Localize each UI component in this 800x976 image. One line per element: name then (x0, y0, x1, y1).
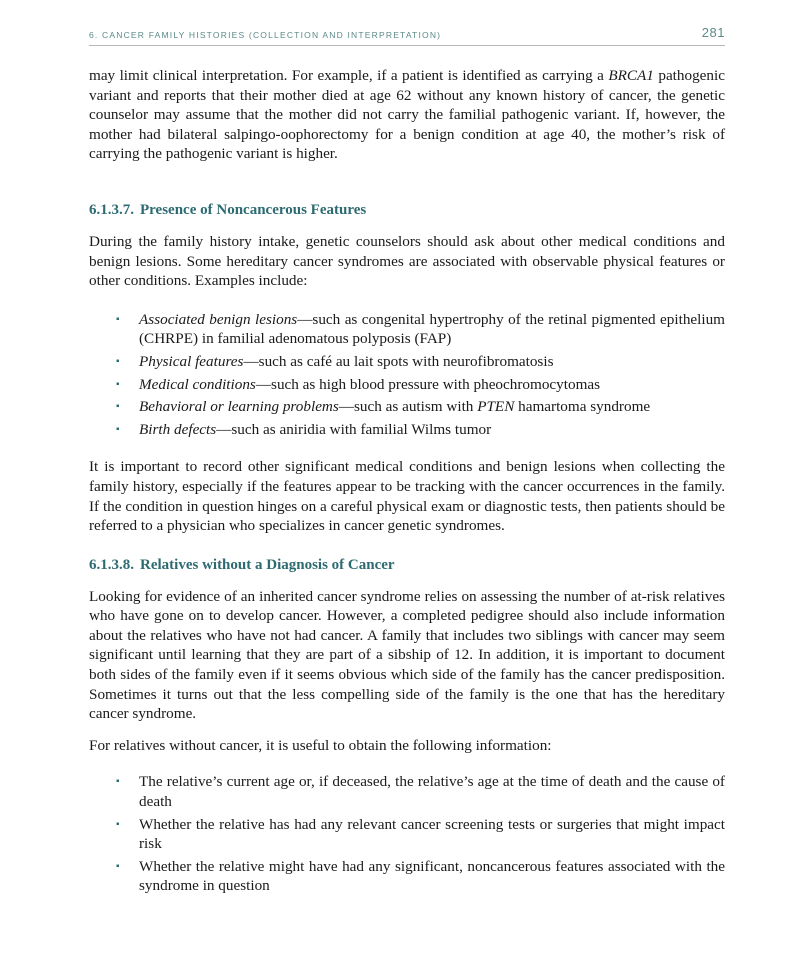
intro-text-2: pathogenic variant and reports that their mother died at age 62 without any known history of cancer, the genetic counselor may assume that the mother did not carry the familial pathogenic variant. If, however, the mother had bilateral salpingo-oophorectomy for a benign condition at age 40, the mother’s risk of carrying the pathogenic variant is higher. (89, 67, 725, 163)
list-item (89, 310, 725, 349)
list-item (89, 815, 725, 854)
list-item-text: —such as aniridia with familial Wilms tumor (216, 420, 492, 438)
list-item-text: —such as autism with (338, 398, 478, 416)
list-item (89, 397, 725, 417)
list-item (89, 420, 725, 440)
list-item (89, 772, 725, 811)
section-paragraph: It is important to record other significant medical conditions and benign lesions when collecting the family history, especially if the features appear to be tracking with the cancer occurrences in the family. If the condition in question hinges on a careful physical exam or diagnostic tests, then patients should be referred to a physician who specializes in cancer genetic syndromes. (89, 458, 725, 535)
list-item (89, 857, 725, 896)
list-item-term: Physical features (139, 352, 244, 370)
bullet-icon: ▪ (116, 423, 120, 435)
document-page (89, 20, 725, 899)
bullet-icon: ▪ (116, 776, 120, 788)
intro-text-1: may limit clinical interpretation. For example, if a patient is identified as carrying a (89, 67, 609, 84)
list-item-text: Whether the relative might have had any significant, noncancerous features associated with the syndrome in question (139, 857, 725, 895)
list-item (89, 375, 725, 395)
bullet-icon: ▪ (116, 401, 120, 413)
section-paragraph: For relatives without cancer, it is useful to obtain the following information: (89, 736, 552, 754)
bullet-icon: ▪ (116, 355, 120, 367)
running-header (89, 20, 725, 46)
intro-paragraph (89, 66, 725, 164)
gene-name: BRCA1 (608, 67, 654, 84)
bullet-icon: ▪ (116, 378, 120, 390)
section-heading (89, 557, 725, 574)
list-item-term: Associated benign lesions (139, 310, 298, 328)
list-item (89, 352, 725, 372)
list-item-term: Behavioral or learning problems (139, 398, 339, 416)
section-paragraph: During the family history intake, genetic counselors should ask about other medical conditions and benign lesions. Some hereditary cancer syndromes are associated with observable physical features or other conditions. Examples include: (89, 232, 725, 290)
section-number: 6.1.3.8. (89, 556, 134, 573)
section-title: Relatives without a Diagnosis of Cancer (140, 556, 395, 573)
bullet-icon: ▪ (116, 818, 120, 830)
section-number: 6.1.3.7. (89, 201, 134, 218)
section-heading (89, 202, 725, 219)
section-paragraph: Looking for evidence of an inherited cancer syndrome relies on assessing the number of at-risk relatives who have gone on to develop cancer. However, a completed pedigree should also include information about the relatives who have not had cancer. A family that includes two siblings with cancer may seem significant until learning that they are part of a sibship of 12. In addition, it is important to document both sides of the family even if it seems obvious which side of the family has the cancer predisposition. Sometimes it turns out that the less compelling side of the family is the one that has the hereditary cancer syndrome. (89, 587, 725, 723)
list-item-text: Whether the relative has had any relevant cancer screening tests or surgeries that might impact risk (139, 815, 725, 853)
list-item-text: hamartoma syndrome (514, 398, 651, 416)
list-item-term: Birth defects (139, 420, 217, 438)
list-item-text: —such as congenital hypertrophy of the retinal pigmented epithelium (CHRPE) in familial adenomatous polyposis (FAP) (139, 310, 725, 348)
section-title: Presence of Noncancerous Features (140, 201, 367, 218)
bullet-icon: ▪ (116, 860, 120, 872)
running-title: 6. CANCER FAMILY HISTORIES (COLLECTION AND INTERPRETATION) (89, 30, 442, 40)
information-list (89, 772, 725, 896)
list-item-term: Medical conditions (139, 375, 256, 393)
list-item-text: —such as café au lait spots with neurofibromatosis (243, 352, 554, 370)
bullet-icon: ▪ (116, 313, 120, 325)
page-number: 281 (701, 25, 725, 40)
list-item-text: The relative’s current age or, if deceased, the relative’s age at the time of death and the cause of death (139, 773, 725, 811)
examples-list (89, 310, 725, 440)
list-item-text: —such as high blood pressure with pheochromocytomas (255, 375, 601, 393)
gene-name: PTEN (477, 398, 515, 416)
